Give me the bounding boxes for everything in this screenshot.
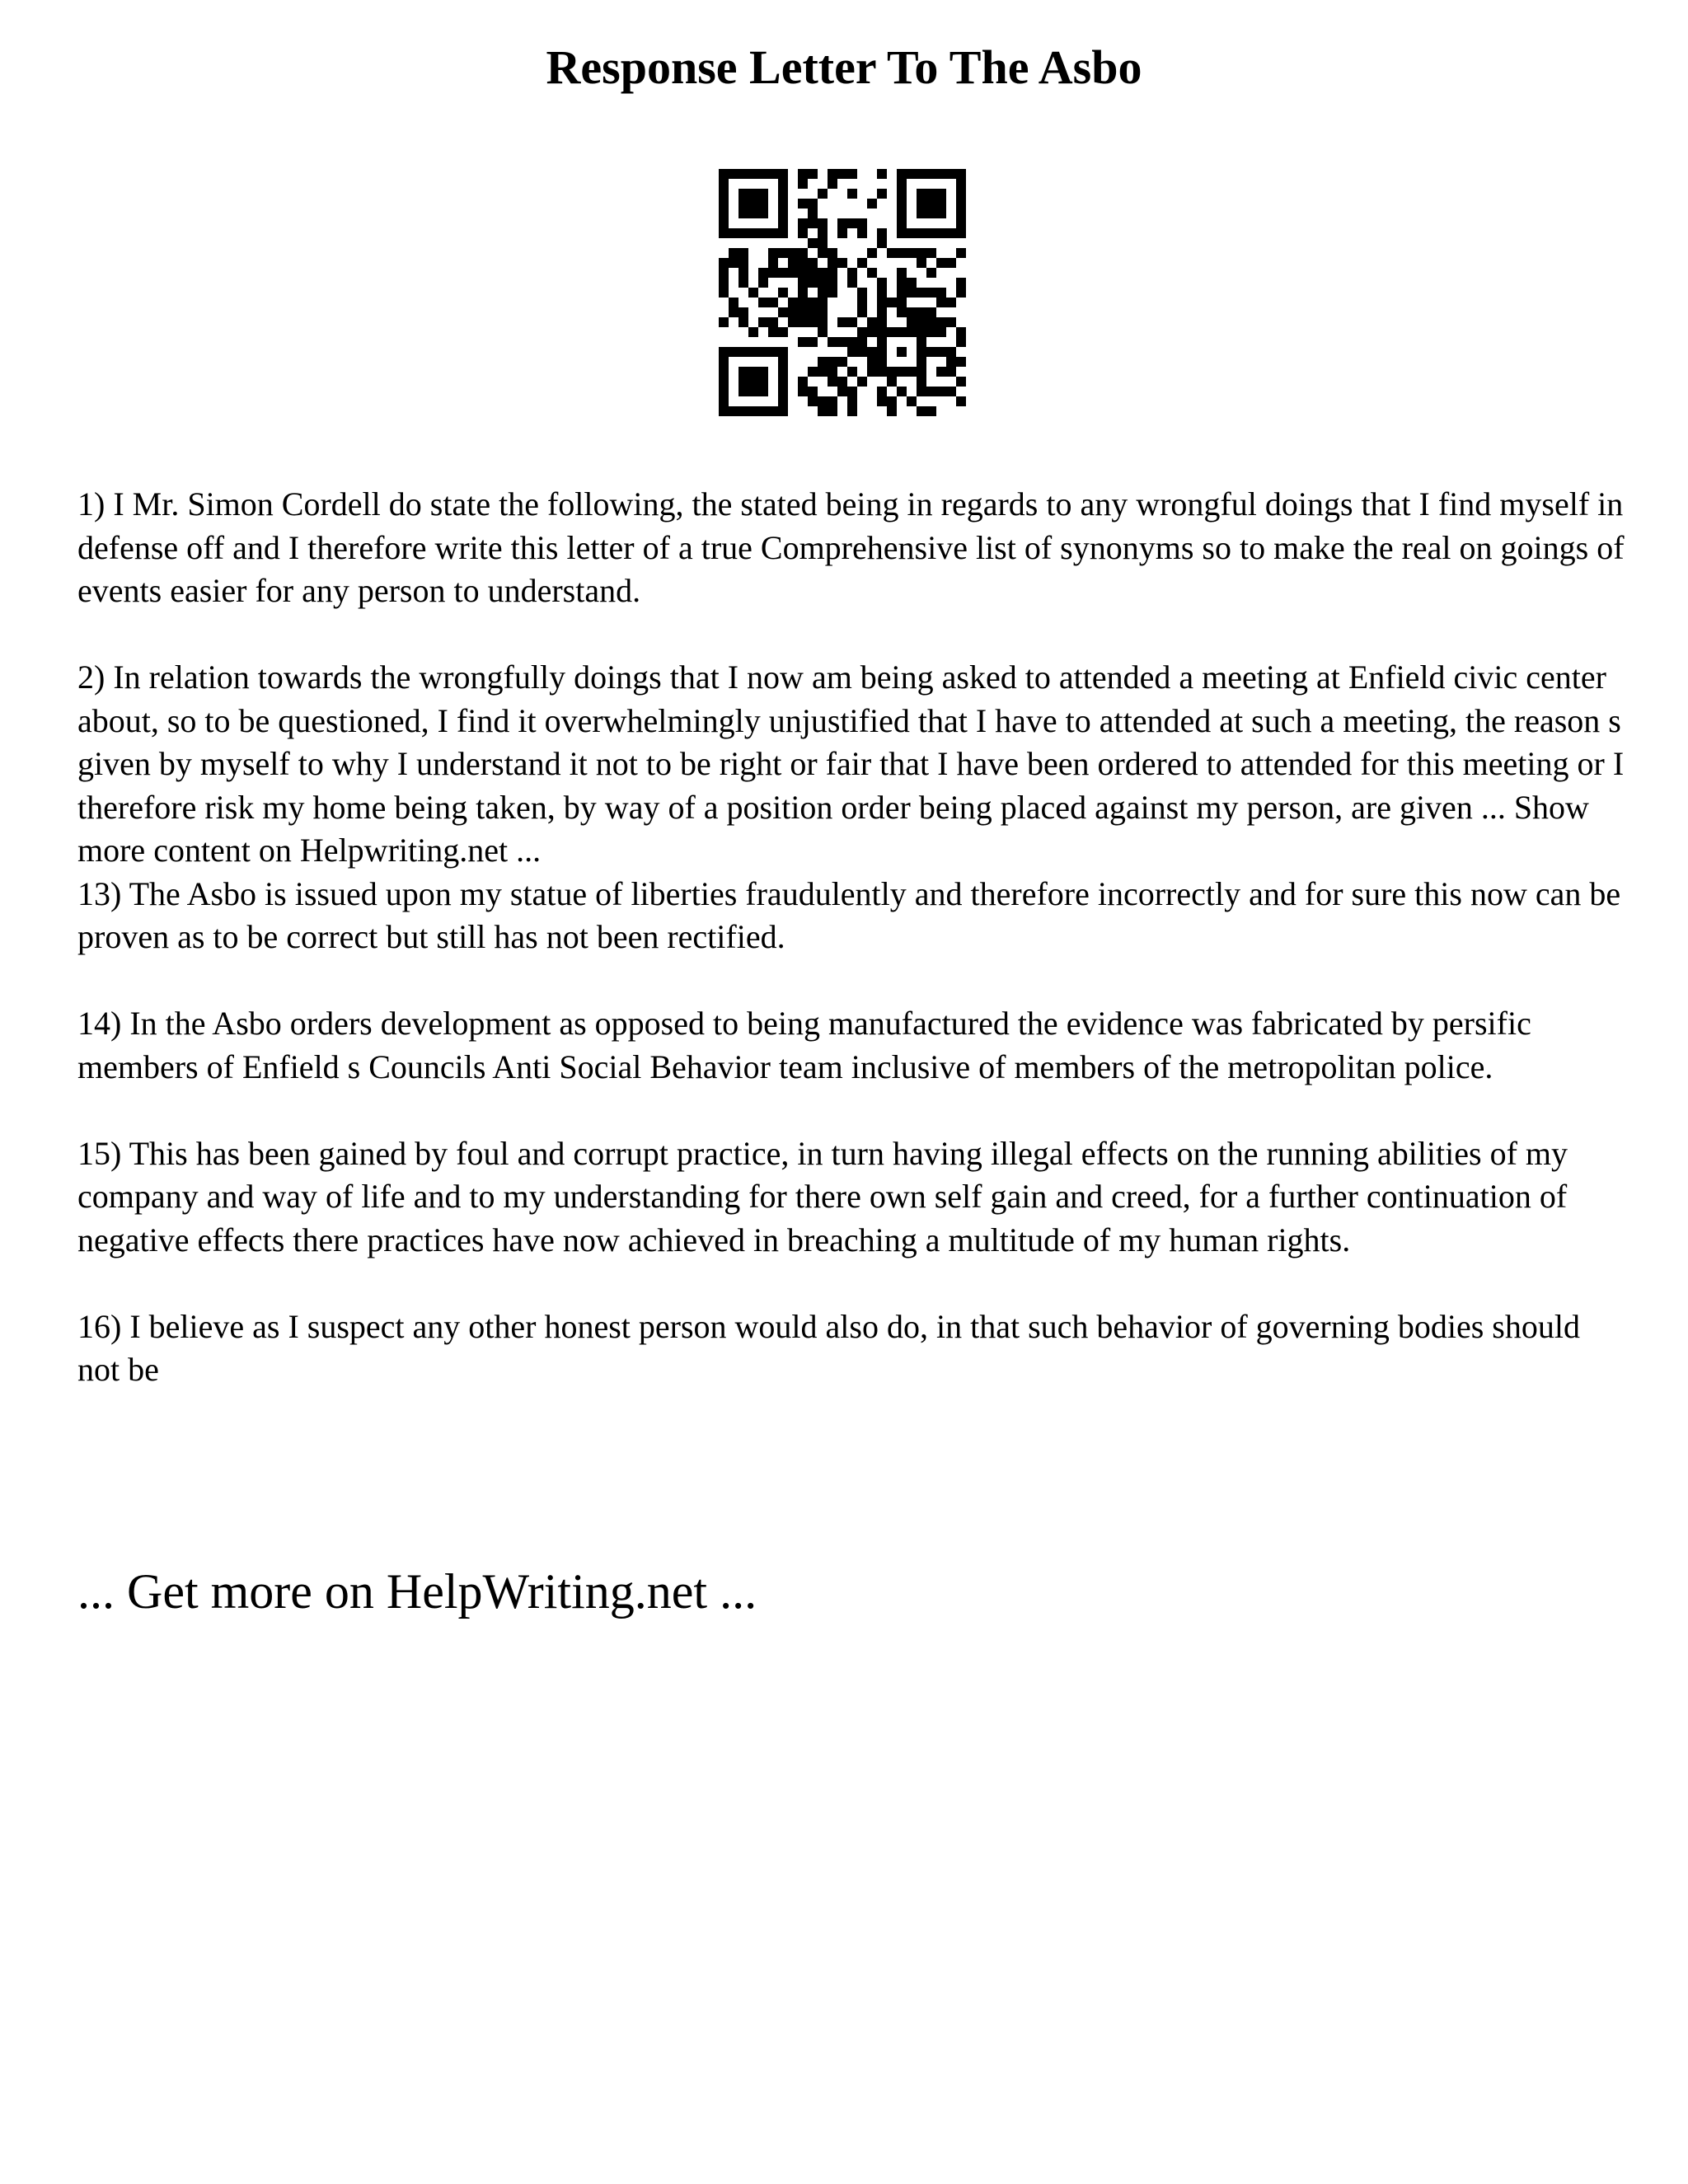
qr-code-icon [719, 169, 966, 416]
document-title: Response Letter To The Asbo [546, 40, 1142, 94]
qr-code-graphic [719, 169, 966, 416]
letter-body [77, 483, 1627, 1392]
paragraph-14: 14) In the Asbo orders development as opposed to being manufactured the evidence was fabricated by persific members of Enfield s Councils Anti Social Behavior team inclusive of members of the metropolitan police. [77, 1005, 1531, 1085]
paragraph-15: 15) This has been gained by foul and corrupt practice, in turn having illegal effects on the running abilities of my company and way of life and to my understanding for there own self gain and creed, for a further continuation of negative effects there practices have now achieved in breaching a multitude of my human rights. [77, 1134, 1568, 1258]
paragraph-1: 1) I Mr. Simon Cordell do state the following, the stated being in regards to any wrongful doings that I find myself in defense off and I therefore write this letter of a true Comprehensive list of synonyms so to make the real on goings of events easier for any person to understand. [77, 485, 1625, 609]
paragraph-13: 13) The Asbo is issued upon my statue of liberties fraudulently and therefore incorrectly and for sure this now can be proven as to be correct but still has not been rectified. [77, 874, 1621, 955]
get-more-link[interactable]: ... Get more on HelpWriting.net ... [77, 1564, 757, 1619]
paragraph-16: 16) I believe as I suspect any other honest person would also do, in that such behavior of governing bodies should not be [77, 1307, 1580, 1388]
paragraph-2: 2) In relation towards the wrongfully doings that I now am being asked to attended a meeting at Enfield civic center about, so to be questioned, I find it overwhelmingly unjustified that I have to attended at such a meeting, the reason s given by myself to why I understand it not to be right or fair that I have been ordered to attended for this meeting or I therefore risk my home being taken, by way of a position order being placed against my person, are given ... Show more content on Helpwriting.net ... [77, 658, 1625, 869]
